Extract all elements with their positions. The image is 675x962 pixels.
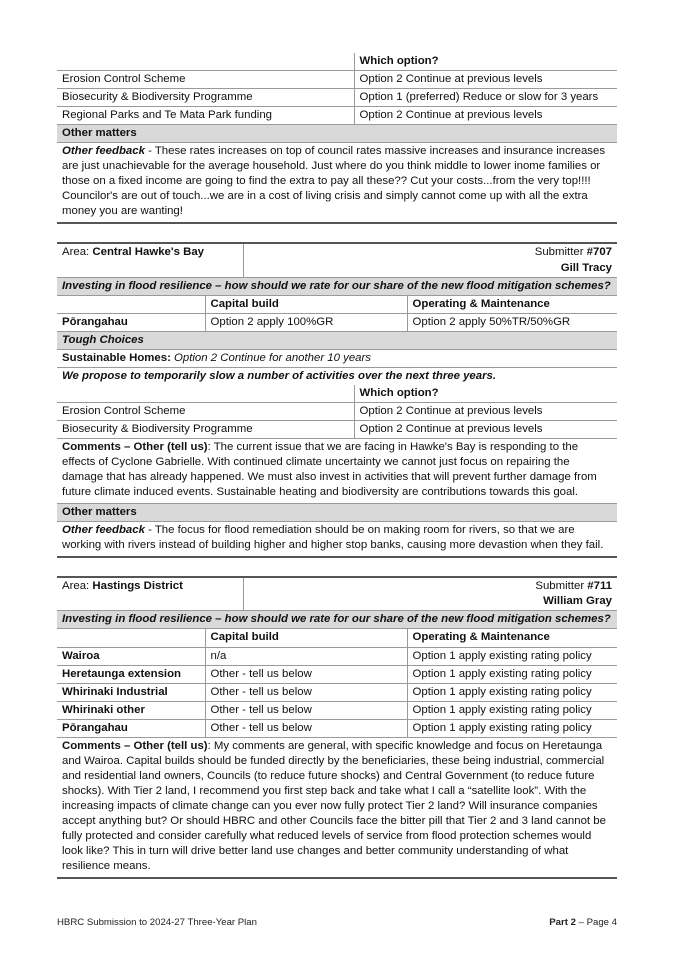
flood-question: Investing in flood resilience – how should we rate for our share of the new flood mitigation schemes? xyxy=(57,611,617,629)
which-option-header: Which option? xyxy=(354,385,617,403)
other-feedback: Other feedback - These rates increases on top of council rates massive increases and insurance increases are just unachievable for the average household. Just where do you think middle to lower inome families or those on a fixed income are going to find the extra to pay all these?? Cut your costs...from the very top!!!! Councilor's are out of touch...we are in a cost of living crisis and simply cannot come up with all the extra money you are wanting! xyxy=(57,143,617,224)
submission-711 xyxy=(57,576,617,879)
submission-707-options xyxy=(57,385,617,558)
which-option-header: Which option? xyxy=(354,53,617,71)
slow-activities-question: We propose to temporarily slow a number of activities over the next three years. xyxy=(62,369,497,382)
sustainable-homes: Sustainable Homes: Option 2 Continue for another 10 years xyxy=(57,349,617,367)
capital-build-header: Capital build xyxy=(205,629,407,647)
page-footer xyxy=(57,917,617,930)
flood-question: Investing in flood resilience – how should we rate for our share of the new flood mitigation schemes? xyxy=(57,277,617,295)
other-feedback: Other feedback - The focus for flood remediation should be on making room for rivers, so that we are working with rivers instead of building higher and higher stop banks, causing more devastion when they fail. xyxy=(57,522,617,558)
submitter-cell: Submitter #707 Gill Tracy xyxy=(243,243,617,277)
other-matters-heading: Other matters xyxy=(57,125,617,143)
table-row: Whirinaki Industrial Other - tell us below Option 1 apply existing rating policy xyxy=(57,683,617,701)
comments-other: Comments – Other (tell us): My comments are general, with specific knowledge and focus on Heretaunga and Wairoa. Capital builds should be funded directly by the beneficiaries, these being industrial, commercial and residential land owners, Councils (to reduce future shocks) and Central Government (to reduce future shocks). With Tier 2 land, I recommend you first step back and take what I call a “satellite look”. With the increasing impacts of climate change can you ever now fully protect Tier 2 land? Will insurance companies accept anything but? Or should HBRC and other Councils face the bitter pill that Tier 2 and 3 land cannot be fully protected and consider carefully what reduced levels of service from flood protection schemes would look like? This in turn will drive better land use changes and better community understanding of what resilience means. xyxy=(57,737,617,878)
document-page xyxy=(57,53,617,879)
table-row: Whirinaki other Other - tell us below Option 1 apply existing rating policy xyxy=(57,701,617,719)
other-matters-heading: Other matters xyxy=(57,504,617,522)
table-row: Pōrangahau Option 2 apply 100%GR Option 2 apply 50%TR/50%GR xyxy=(57,313,617,331)
tough-choices-heading: Tough Choices xyxy=(57,331,617,349)
submission-707 xyxy=(57,242,617,384)
footer-title: HBRC Submission to 2024-27 Three-Year Plan xyxy=(57,917,257,928)
submitter-cell: Submitter #711 William Gray xyxy=(243,577,617,611)
capital-build-header: Capital build xyxy=(205,295,407,313)
table-row: Heretaunga extension Other - tell us below Option 1 apply existing rating policy xyxy=(57,665,617,683)
table-row: Erosion Control Scheme Option 2 Continue at previous levels xyxy=(57,402,617,420)
page-number: Part 2 – Page 4 xyxy=(549,917,617,928)
table-row: Erosion Control Scheme Option 2 Continue at previous levels xyxy=(57,71,617,89)
table-row: Pōrangahau Other - tell us below Option 1 apply existing rating policy xyxy=(57,719,617,737)
operating-maintenance-header: Operating & Maintenance xyxy=(407,629,617,647)
area-cell: Area: Hastings District xyxy=(57,577,243,611)
comments-other: Comments – Other (tell us): The current issue that we are facing in Hawke's Bay is responding to the effects of Cyclone Gabrielle. With continued climate uncertainty we cannot just focus on repairing the damage that has already happened. We must also invest in activities that will prevent further damage from future climate induced events. Sustainable heating and biodiversity are contributions towards this goal. xyxy=(57,438,617,503)
area-cell: Area: Central Hawke's Bay xyxy=(57,243,243,277)
operating-maintenance-header: Operating & Maintenance xyxy=(407,295,617,313)
table-row: Wairoa n/a Option 1 apply existing rating policy xyxy=(57,647,617,665)
table-row: Biosecurity & Biodiversity Programme Option 1 (preferred) Reduce or slow for 3 years xyxy=(57,89,617,107)
table-row: Regional Parks and Te Mata Park funding Option 2 Continue at previous levels xyxy=(57,107,617,125)
submission-continuation xyxy=(57,53,617,224)
table-row: Biosecurity & Biodiversity Programme Option 2 Continue at previous levels xyxy=(57,420,617,438)
